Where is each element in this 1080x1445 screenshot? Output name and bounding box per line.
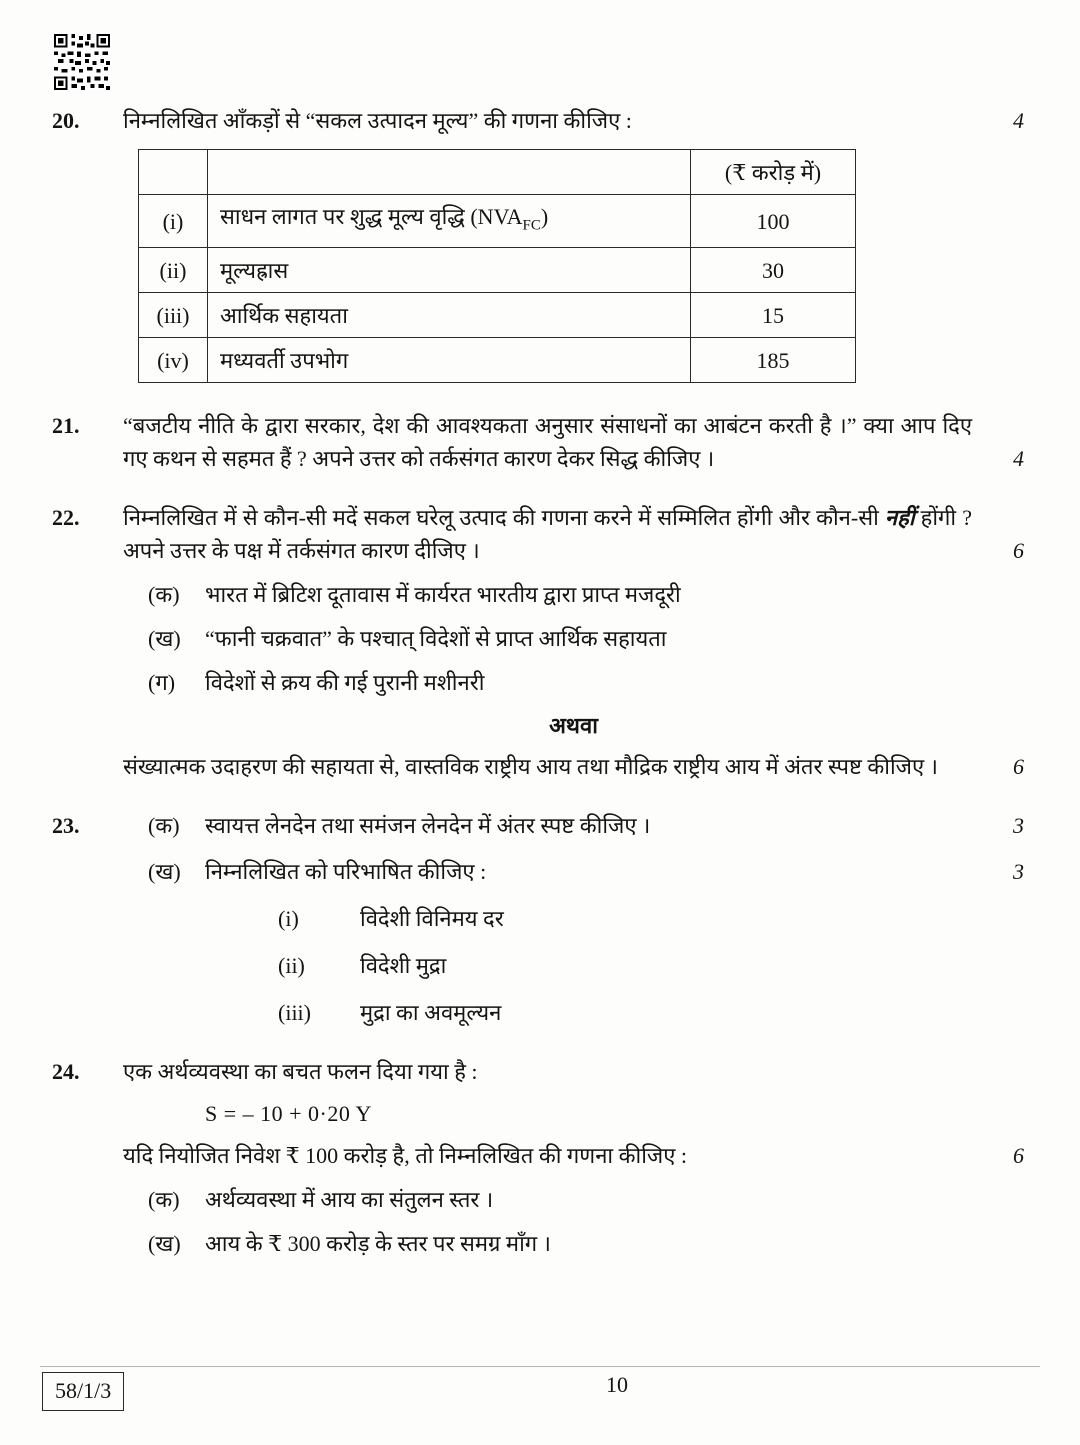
question-23a-marks: 3 bbox=[1013, 813, 1024, 839]
footer-divider bbox=[40, 1366, 1040, 1367]
question-21-body bbox=[123, 409, 1024, 475]
table-row bbox=[139, 338, 856, 383]
savings-function-equation: S = – 10 + 0·20 Y bbox=[205, 1101, 372, 1127]
cell-value: 100 bbox=[691, 195, 856, 248]
item-label: (क) bbox=[148, 582, 180, 608]
sub-list-item bbox=[278, 996, 1024, 1029]
sub-list-item bbox=[278, 949, 1024, 982]
item-text: विदेशों से क्रय की गई पुरानी मशीनरी bbox=[205, 670, 485, 696]
cell-item-text: साधन लागत पर शुद्ध मूल्य वृद्धि (NVA bbox=[220, 204, 523, 229]
question-20-body bbox=[123, 104, 1024, 383]
cell-value: 185 bbox=[691, 338, 856, 383]
question-20-data-table bbox=[138, 149, 856, 383]
question-22-text bbox=[123, 501, 972, 567]
item-label: (ख) bbox=[148, 1231, 181, 1257]
item-text: “फानी चक्रवात” के पश्चात् विदेशों से प्राप्त आर्थिक सहायता bbox=[205, 626, 667, 652]
cell-sno: (i) bbox=[139, 195, 208, 248]
or-separator: अथवा bbox=[549, 713, 598, 739]
item-label: (ख) bbox=[148, 626, 181, 652]
question-21 bbox=[52, 409, 1024, 475]
question-22-text-before: निम्नलिखित में से कौन-सी मदें सकल घरेलू उत्पाद की गणना करने में सम्मिलित होंगी और कौन-सी bbox=[123, 505, 885, 531]
question-24-number: 24. bbox=[52, 1059, 80, 1085]
subitem-text: मुद्रा का अवमूल्यन bbox=[360, 1000, 502, 1026]
list-item bbox=[123, 666, 1024, 699]
table-row bbox=[139, 293, 856, 338]
question-24-marks: 6 bbox=[1013, 1143, 1024, 1169]
cell-sno: (iii) bbox=[139, 293, 208, 338]
header-cell-item bbox=[208, 150, 691, 195]
question-24-condition-line bbox=[123, 1139, 1024, 1172]
list-item bbox=[123, 622, 1024, 655]
part-label: (क) bbox=[148, 813, 180, 839]
question-22-number: 22. bbox=[52, 505, 80, 531]
subitem-text: विदेशी मुद्रा bbox=[360, 953, 447, 979]
header-cell-sno bbox=[139, 150, 208, 195]
subitem-label: (ii) bbox=[278, 953, 305, 979]
question-23 bbox=[52, 809, 1024, 1029]
part-label: (ख) bbox=[148, 859, 181, 885]
question-24-body bbox=[123, 1055, 1024, 1260]
list-item bbox=[123, 578, 1024, 611]
question-23-number: 23. bbox=[52, 813, 80, 839]
question-22-stem-line bbox=[123, 501, 1024, 567]
cell-item: मूल्यह्रास bbox=[208, 248, 691, 293]
item-text: भारत में ब्रिटिश दूतावास में कार्यरत भारतीय द्वारा प्राप्त मजदूरी bbox=[205, 582, 681, 608]
cell-item-close: ) bbox=[540, 204, 549, 229]
question-20-stem-line bbox=[123, 104, 1024, 137]
page-content bbox=[52, 34, 1024, 1286]
subitem-label: (i) bbox=[278, 906, 299, 932]
item-label: (क) bbox=[148, 1187, 180, 1213]
question-22-alt-line bbox=[123, 750, 1024, 783]
question-23b-marks: 3 bbox=[1013, 859, 1024, 885]
question-22 bbox=[52, 501, 1024, 783]
question-22-alt-text: संख्यात्मक उदाहरण की सहायता से, वास्तविक राष्ट्रीय आय तथा मौद्रिक राष्ट्रीय आय में अंतर स्पष्ट कीजिए । bbox=[123, 754, 938, 780]
question-20-text: निम्नलिखित आँकड़ों से “सकल उत्पादन मूल्य” की गणना कीजिए : bbox=[123, 108, 632, 133]
part-text: निम्नलिखित को परिभाषित कीजिए : bbox=[205, 859, 487, 885]
cell-value: 30 bbox=[691, 248, 856, 293]
list-item bbox=[123, 1183, 1024, 1216]
question-22-text-after: होंगी ? अपने उत्तर के पक्ष में तर्कसंगत कारण दीजिए । bbox=[123, 505, 972, 564]
cell-item: मध्यवर्ती उपभोग bbox=[208, 338, 691, 383]
cell-item: आर्थिक सहायता bbox=[208, 293, 691, 338]
item-label: (ग) bbox=[148, 670, 176, 696]
question-23-part-a bbox=[123, 809, 1024, 842]
question-20-number: 20. bbox=[52, 108, 80, 133]
cell-item bbox=[208, 195, 691, 248]
question-22-body bbox=[123, 501, 1024, 783]
question-21-marks: 4 bbox=[1013, 446, 1024, 472]
subitem-text: विदेशी विनिमय दर bbox=[360, 906, 504, 932]
question-23-part-b bbox=[123, 855, 1024, 888]
item-text: अर्थव्यवस्था में आय का संतुलन स्तर । bbox=[205, 1187, 494, 1213]
question-23-body bbox=[123, 809, 1024, 1029]
cell-item-subscript: FC bbox=[522, 217, 541, 234]
part-line bbox=[123, 809, 972, 842]
cell-value: 15 bbox=[691, 293, 856, 338]
question-21-text: “बजटीय नीति के द्वारा सरकार, देश की आवश्यकता अनुसार संसाधनों का आबंटन करती है ।” क्या आप दिए गए कथन से सहमत हैं ? अपने उत्तर को तर्कसंगत कारण देकर सिद्ध कीजिए । bbox=[123, 413, 972, 472]
header-cell-unit: (₹ करोड़ में) bbox=[691, 150, 856, 195]
paper-code-badge: 58/1/3 bbox=[42, 1372, 124, 1411]
list-item bbox=[123, 1227, 1024, 1260]
question-21-number: 21. bbox=[52, 413, 80, 439]
question-24-condition: यदि नियोजित निवेश ₹ 100 करोड़ है, तो निम्नलिखित की गणना कीजिए : bbox=[123, 1143, 688, 1169]
cell-sno: (iv) bbox=[139, 338, 208, 383]
subitem-label: (iii) bbox=[278, 1000, 311, 1026]
table-row bbox=[139, 195, 856, 248]
part-text: स्वायत्त लेनदेन तथा समंजन लेनदेन में अंतर स्पष्ट कीजिए । bbox=[205, 813, 651, 839]
question-22-emphasis: नहीं bbox=[884, 505, 915, 531]
question-24 bbox=[52, 1055, 1024, 1260]
part-line bbox=[123, 855, 972, 888]
sub-list-item bbox=[278, 902, 1024, 935]
question-24-intro: एक अर्थव्यवस्था का बचत फलन दिया गया है : bbox=[123, 1059, 478, 1085]
table-header-row bbox=[139, 150, 856, 195]
question-20-marks: 4 bbox=[1013, 108, 1024, 133]
item-text: आय के ₹ 300 करोड़ के स्तर पर समग्र माँग । bbox=[205, 1231, 551, 1257]
qr-code-icon bbox=[54, 34, 110, 90]
question-22-marks: 6 bbox=[1013, 538, 1024, 564]
page-number: 10 bbox=[606, 1372, 628, 1397]
question-22-alt-marks: 6 bbox=[1013, 754, 1024, 780]
question-20 bbox=[52, 104, 1024, 383]
cell-sno: (ii) bbox=[139, 248, 208, 293]
table-row bbox=[139, 248, 856, 293]
